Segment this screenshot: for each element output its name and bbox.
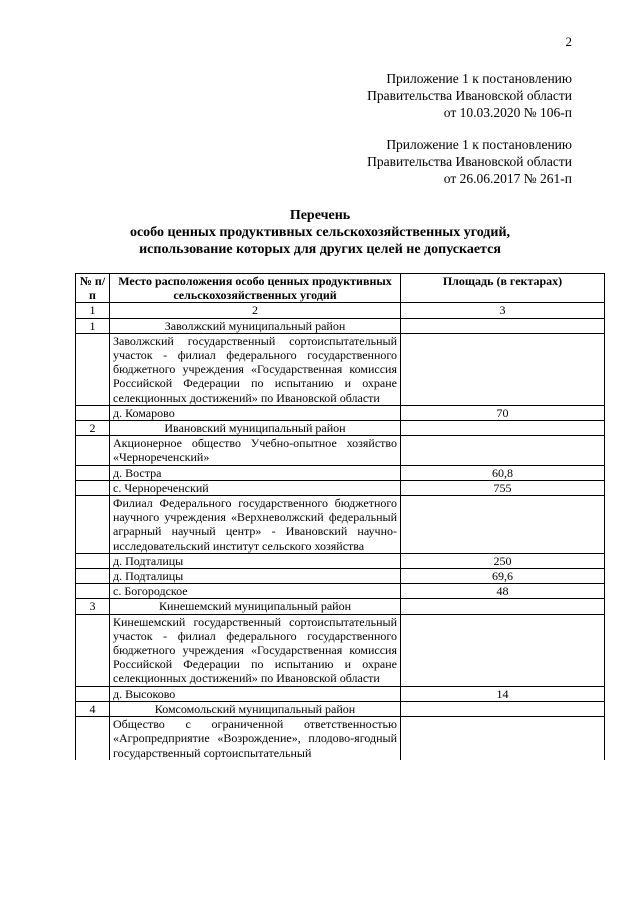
district-row bbox=[76, 701, 605, 716]
annex-original-line2: Правительства Ивановской области bbox=[367, 154, 572, 169]
table-row bbox=[76, 584, 605, 599]
annex-original-line3: от 26.06.2017 № 261-п bbox=[443, 171, 572, 186]
col-number-3: 3 bbox=[401, 303, 605, 318]
row-num bbox=[76, 436, 110, 465]
annex-current-line1: Приложение 1 к постановлению bbox=[386, 71, 572, 86]
table-row bbox=[76, 717, 605, 760]
area-cell bbox=[401, 333, 605, 405]
place-cell: с. Богородское bbox=[110, 584, 401, 599]
district-name: Ивановский муниципальный район bbox=[110, 421, 401, 436]
row-num bbox=[76, 333, 110, 405]
table-row bbox=[76, 405, 605, 420]
annex-current-line3: от 10.03.2020 № 106-п bbox=[443, 105, 572, 120]
table-body bbox=[76, 318, 605, 760]
col-number-1: 1 bbox=[76, 303, 110, 318]
table-row bbox=[76, 496, 605, 554]
row-num bbox=[76, 717, 110, 760]
table-row bbox=[76, 686, 605, 701]
area-cell bbox=[401, 318, 605, 333]
area-cell: 69,6 bbox=[401, 569, 605, 584]
title-line2: особо ценных продуктивных сельскохозяйственных угодий, bbox=[129, 225, 511, 240]
page-number: 2 bbox=[565, 34, 572, 49]
district-row bbox=[76, 421, 605, 436]
table-header-row bbox=[76, 274, 605, 303]
row-num bbox=[76, 496, 110, 554]
district-name: Заволжский муниципальный район bbox=[110, 318, 401, 333]
header-num: № п/п bbox=[76, 274, 110, 303]
row-num: 4 bbox=[76, 701, 110, 716]
area-cell bbox=[401, 701, 605, 716]
row-num: 2 bbox=[76, 421, 110, 436]
row-num: 3 bbox=[76, 599, 110, 614]
title-line3: использование которых для других целей не допускается bbox=[139, 242, 501, 257]
place-cell: Общество с ограниченной ответственностью «Агропредприятие «Возрождение», плодово-ягодный государственный сортоиспытательный bbox=[110, 717, 401, 760]
place-cell: д. Востра bbox=[110, 465, 401, 480]
document-title bbox=[0, 207, 640, 258]
area-cell bbox=[401, 614, 605, 686]
district-row bbox=[76, 318, 605, 333]
row-num bbox=[76, 405, 110, 420]
place-cell: д. Комарово bbox=[110, 405, 401, 420]
place-cell: Акционерное общество Учебно-опытное хозяйство «Чернореченский» bbox=[110, 436, 401, 465]
row-num bbox=[76, 686, 110, 701]
place-cell: д. Высоково bbox=[110, 686, 401, 701]
row-num bbox=[76, 569, 110, 584]
area-cell: 70 bbox=[401, 405, 605, 420]
table-row bbox=[76, 465, 605, 480]
district-row bbox=[76, 599, 605, 614]
table-row bbox=[76, 333, 605, 405]
column-number-row bbox=[76, 303, 605, 318]
area-cell bbox=[401, 436, 605, 465]
place-cell: Филиал Федерального государственного бюджетного научного учреждения «Верхневолжский федеральный аграрный научный центр» - Ивановский научно-исследовательский институт сельского хозяйства bbox=[110, 496, 401, 554]
table-row bbox=[76, 553, 605, 568]
land-table bbox=[75, 273, 605, 760]
row-num bbox=[76, 465, 110, 480]
annex-original bbox=[367, 136, 572, 187]
area-cell: 755 bbox=[401, 480, 605, 495]
row-num: 1 bbox=[76, 318, 110, 333]
row-num bbox=[76, 614, 110, 686]
area-cell: 14 bbox=[401, 686, 605, 701]
row-num bbox=[76, 553, 110, 568]
row-num bbox=[76, 480, 110, 495]
area-cell bbox=[401, 421, 605, 436]
table-row bbox=[76, 569, 605, 584]
place-cell: д. Подталицы bbox=[110, 553, 401, 568]
area-cell bbox=[401, 717, 605, 760]
annex-current-line2: Правительства Ивановской области bbox=[367, 88, 572, 103]
row-num bbox=[76, 584, 110, 599]
area-cell bbox=[401, 599, 605, 614]
annex-current bbox=[367, 70, 572, 121]
area-cell: 250 bbox=[401, 553, 605, 568]
header-area: Площадь (в гектарах) bbox=[401, 274, 605, 303]
col-number-2: 2 bbox=[110, 303, 401, 318]
place-cell: д. Подталицы bbox=[110, 569, 401, 584]
district-name: Комсомольский муниципальный район bbox=[110, 701, 401, 716]
title-line1: Перечень bbox=[289, 208, 351, 223]
table-row bbox=[76, 436, 605, 465]
table-row bbox=[76, 480, 605, 495]
place-cell: Заволжский государственный сортоиспытательный участок - филиал федерального государственного бюджетного учреждения «Государственная комиссия Российской Федерации по испытанию и охране селекционных достижений» по Ивановской области bbox=[110, 333, 401, 405]
district-name: Кинешемский муниципальный район bbox=[110, 599, 401, 614]
area-cell bbox=[401, 496, 605, 554]
table-row bbox=[76, 614, 605, 686]
annex-original-line1: Приложение 1 к постановлению bbox=[386, 137, 572, 152]
place-cell: с. Чернореченский bbox=[110, 480, 401, 495]
header-place: Место расположения особо ценных продуктивных сельскохозяйственных угодий bbox=[110, 274, 401, 303]
area-cell: 48 bbox=[401, 584, 605, 599]
place-cell: Кинешемский государственный сортоиспытательный участок - филиал федерального государственного бюджетного учреждения «Государственная комиссия Российской Федерации по испытанию и охране селекционных достижений» по Ивановской области bbox=[110, 614, 401, 686]
area-cell: 60,8 bbox=[401, 465, 605, 480]
